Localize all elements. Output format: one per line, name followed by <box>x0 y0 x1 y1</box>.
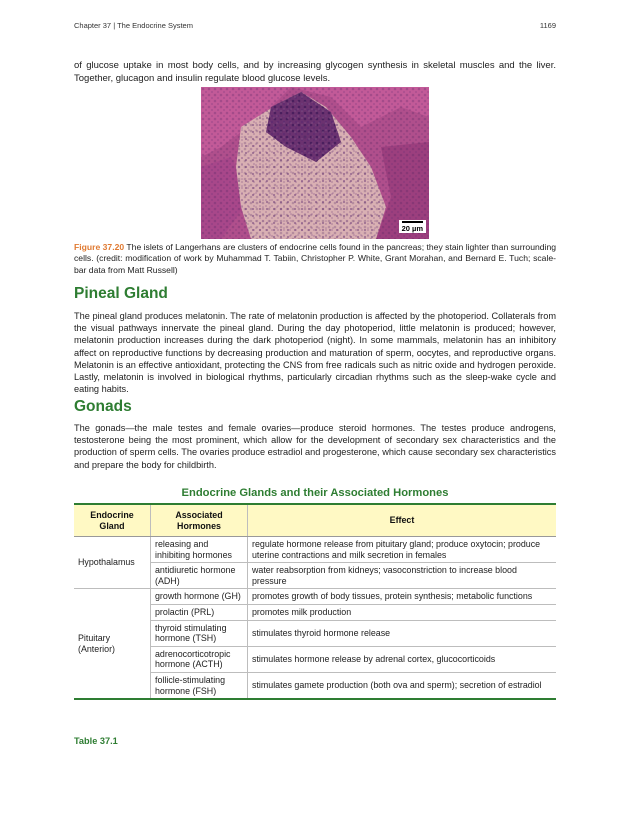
gonads-heading: Gonads <box>74 398 132 415</box>
effect-cell: regulate hormone release from pituitary gland; produce oxytocin; produce uterine contractions and milk secretion in females <box>248 537 557 563</box>
table-row <box>74 589 556 605</box>
effect-cell: stimulates gamete production (both ova and sperm); secretion of estradiol <box>248 672 557 699</box>
islets-micrograph-image <box>201 87 429 239</box>
effect-cell: promotes growth of body tissues, protein synthesis; metabolic functions <box>248 589 557 605</box>
scale-bar <box>399 220 426 233</box>
hormones-table <box>74 503 556 700</box>
figure-caption-text: The islets of Langerhans are clusters of endocrine cells found in the pancreas; they stain lighter than surrounding cells. (credit: modification of work by Muhammad T. Tabiin, Christopher P. White, Grant Morahan, and Bernard E. Tuch; scale-bar data from Matt Russell) <box>74 242 557 275</box>
effect-cell: water reabsorption from kidneys; vasoconstriction to increase blood pressure <box>248 563 557 589</box>
hormone-cell: growth hormone (GH) <box>151 589 248 605</box>
figure-label: Figure 37.20 <box>74 242 125 252</box>
gonads-paragraph: The gonads—the male testes and female ovaries—produce steroid hormones. The testes produce androgens, testosterone being the most prominent, which allow for the development of secondary sex characteristics and the production of sperm cells. The ovaries produce estradiol and progesterone, which cause secondary sex characteristics and prepare the body for childbirth. <box>74 423 556 470</box>
header-effect: Effect <box>248 504 557 537</box>
gland-cell: Hypothalamus <box>74 537 151 589</box>
hormone-cell: adrenocorticotropic hormone (ACTH) <box>151 646 248 672</box>
gland-cell: Pituitary (Anterior) <box>74 589 151 699</box>
scale-bar-line <box>402 221 423 223</box>
hormone-cell: releasing and inhibiting hormones <box>151 537 248 563</box>
page-number: 1169 <box>539 21 556 30</box>
intro-paragraph: of glucose uptake in most body cells, and by increasing glycogen synthesis in skeletal muscles and the liver. Together, glucagon and insulin regulate blood glucose levels. <box>74 60 556 84</box>
hormone-cell: antidiuretic hormone (ADH) <box>151 563 248 589</box>
hormone-cell: thyroid stimulating hormone (TSH) <box>151 620 248 646</box>
table-header-row <box>74 504 556 537</box>
figure-caption <box>74 242 556 276</box>
hormone-cell: prolactin (PRL) <box>151 604 248 620</box>
table-row <box>74 537 556 563</box>
header-associated-hormones: Associated Hormones <box>151 504 248 537</box>
hormone-cell: follicle-stimulating hormone (FSH) <box>151 672 248 699</box>
running-header <box>74 21 556 30</box>
chapter-title: Chapter 37 | The Endocrine System <box>74 21 193 30</box>
micrograph-illustration <box>201 87 429 239</box>
table-title: Endocrine Glands and their Associated Hormones <box>181 487 449 499</box>
table-label: Table 37.1 <box>74 736 118 746</box>
scale-bar-label: 20 µm <box>401 224 423 233</box>
header-endocrine-gland: Endocrine Gland <box>74 504 151 537</box>
pineal-gland-heading: Pineal Gland <box>74 285 168 302</box>
pineal-gland-paragraph: The pineal gland produces melatonin. The rate of melatonin production is affected by the photoperiod. Collaterals from the visual pathways innervate the pineal gland. During the day photoperiod, little melatonin is produced; however, melatonin production increases during the dark photoperiod (night). In some mammals, melatonin has an inhibitory affect on reproductive functions by decreasing production and maturation of sperm, oocytes, and reproductive organs. Melatonin is an effective antioxidant, protecting the CNS from free radicals such as nitric oxide and hydrogen peroxide. Lastly, melatonin is involved in biological rhythms, particularly circadian rhythms such as the sleep-wake cycle and eating habits. <box>74 311 556 395</box>
effect-cell: promotes milk production <box>248 604 557 620</box>
effect-cell: stimulates hormone release by adrenal cortex, glucocorticoids <box>248 646 557 672</box>
effect-cell: stimulates thyroid hormone release <box>248 620 557 646</box>
